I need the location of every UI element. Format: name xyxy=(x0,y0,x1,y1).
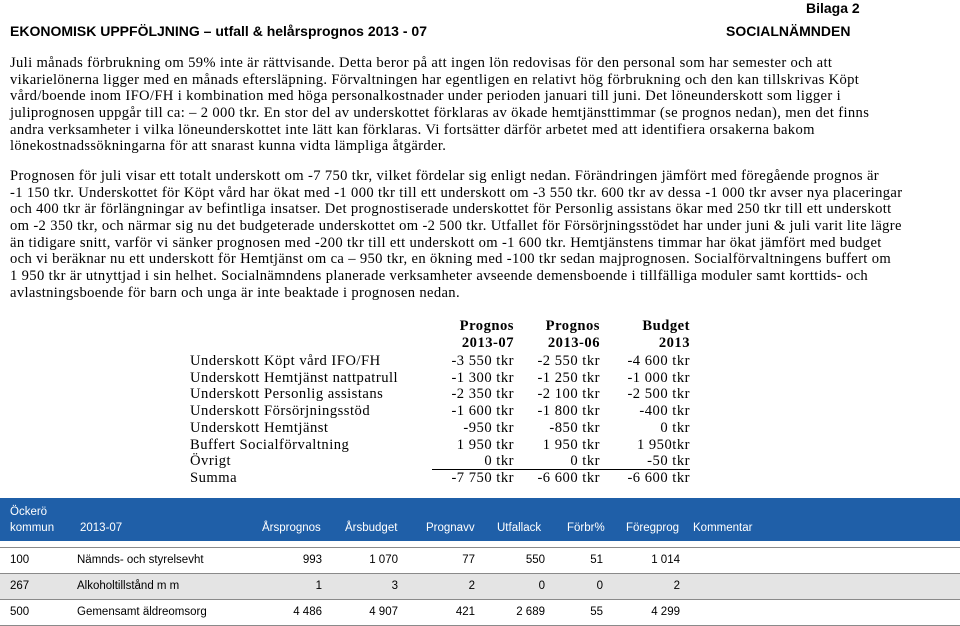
cell-forbr: 51 xyxy=(590,554,603,566)
cell-code: 500 xyxy=(10,606,30,618)
text-line: och 400 tkr är förlängningar av befintliga insatser. Det prognostiserade underskottet för Personlig assistans ökar med 250 tkr till ett underskott xyxy=(10,201,892,218)
cell-prognos-06: 0 tkr xyxy=(570,453,600,470)
cell-prognos-06: -1 250 tkr xyxy=(537,369,600,386)
cell-prognavv: 421 xyxy=(455,606,475,618)
header-prognavv: Prognavv xyxy=(426,522,475,534)
text-line: juliprognosen uppgår till ca: – 2 000 tkr. En stor del av underskottet förklaras av ökade hemtjänsttimmar (se prognos nedan), men det finns xyxy=(10,105,870,122)
cell-budget: -4 600 tkr xyxy=(627,353,690,369)
cell-code: 100 xyxy=(10,554,30,566)
header-kommun: Öckerö xyxy=(10,506,48,518)
cell-arsbudget: 1 070 xyxy=(369,554,398,566)
row-label: Underskott Hemtjänst xyxy=(190,419,329,436)
cell-budget: -1 000 tkr xyxy=(627,369,690,386)
header-utfallack: Utfallack xyxy=(497,522,542,534)
cell-forbr: 0 xyxy=(596,580,603,592)
text-line: lönekostnadssökningarna för att snarast kunna vidta lämpliga åtgärder. xyxy=(10,138,447,155)
cell-budget: -2 500 tkr xyxy=(627,386,690,403)
cell-arsprognos: 993 xyxy=(302,554,322,566)
report-title: EKONOMISK UPPFÖLJNING – utfall & helårsprognos 2013 - 07 xyxy=(10,23,427,39)
cell-prognos-07: -950 tkr xyxy=(463,419,514,436)
cell-prognos-07: 1 950 tkr xyxy=(456,436,514,453)
cell-name: Alkoholtillstånd m m xyxy=(77,580,180,592)
cell-budget: -400 tkr xyxy=(639,403,690,420)
paragraph-prognosis xyxy=(10,168,950,302)
text-line: och vi beräknar nu ett underskott för Hemtjänst om ca – 950 tkr, en ökning med -100 tkr sedan majprognosen. Socialförvaltningens buffert om xyxy=(10,251,892,268)
row-label: Buffert Socialförvaltning xyxy=(190,436,350,453)
header-foregprog: Föregprog xyxy=(626,522,680,534)
cell-prognos-07: -3 550 tkr xyxy=(451,353,514,369)
row-label: Summa xyxy=(190,470,238,486)
cell-arsprognos: 4 486 xyxy=(293,606,322,618)
row-label: Underskott Köpt vård IFO/FH xyxy=(190,353,381,369)
cell-foregprog: 2 xyxy=(673,580,680,592)
cell-utfallack: 0 xyxy=(538,580,545,592)
table-row xyxy=(0,547,960,573)
cell-arsbudget: 4 907 xyxy=(369,606,398,618)
cell-name: Nämnds- och styrelsevht xyxy=(77,554,204,566)
cell-arsbudget: 3 xyxy=(391,580,398,592)
cell-prognos-06: -2 100 tkr xyxy=(537,386,600,403)
text-line: om -2 350 tkr, och närmar sig nu det budgeterade underskottet om -2 500 tkr. Utfallet för Försörjningsstödet har under juni & juli varit lite lägre xyxy=(10,218,902,235)
organization-name: SOCIALNÄMNDEN xyxy=(726,23,851,39)
header-kommun: kommun xyxy=(10,522,55,534)
cell-prognavv: 77 xyxy=(462,554,475,566)
header-arsbudget: Årsbudget xyxy=(345,522,398,534)
row-label: Underskott Hemtjänst nattpatrull xyxy=(190,369,399,386)
text-line: Prognosen för juli visar ett totalt underskott om -7 750 tkr, vilket fördelar sig enligt nedan. Förändringen jämfört med föregående prognos är xyxy=(10,168,880,184)
cell-prognos-06: -2 550 tkr xyxy=(537,353,600,369)
cell-budget: -50 tkr xyxy=(647,453,690,470)
kommun-table-header xyxy=(0,498,960,541)
cell-prognos-07: -1 600 tkr xyxy=(451,403,514,420)
paragraph-salary xyxy=(10,55,950,155)
cell-code: 267 xyxy=(10,580,30,592)
row-label: Övrigt xyxy=(190,453,232,470)
text-line: andra verksamheter i vilka löneunderskottet inte lätt kan förklaras. Vi fortsätter därför arbetet med att identifiera orsakerna bakom xyxy=(10,121,815,138)
cell-prognos-06: -1 800 tkr xyxy=(537,403,600,420)
cell-forbr: 55 xyxy=(590,606,603,618)
header-period: 2013-07 xyxy=(80,522,123,534)
cell-prognos-06: -850 tkr xyxy=(549,419,600,436)
column-header: Budget 2013 xyxy=(642,318,690,351)
cell-budget: 1 950tkr xyxy=(636,436,690,453)
text-line: vikarielönerna ligger med en månads eftersläpning. Förvaltningen har egentligen en relativt hög förbrukning och den kan tillskrivas Köpt xyxy=(10,71,860,88)
cell-prognos-06: -6 600 tkr xyxy=(537,470,600,486)
cell-utfallack: 2 689 xyxy=(516,606,545,618)
cell-arsprognos: 1 xyxy=(315,580,322,592)
cell-prognos-07: -2 350 tkr xyxy=(451,386,514,403)
text-line: avlastningsboende för barn och unga är inte beaktade i prognosen nedan. xyxy=(10,284,460,301)
header-kommentar: Kommentar xyxy=(693,522,753,534)
cell-prognos-06: 1 950 tkr xyxy=(542,436,600,453)
row-label: Underskott Personlig assistans xyxy=(190,386,384,403)
text-line: vård/boende inom IFO/FH i kombination med höga personalkostnader under perioden januari till juni. Det löneunderskott som ligger i xyxy=(10,88,841,105)
cell-utfallack: 550 xyxy=(525,554,545,566)
table-row xyxy=(0,573,960,599)
table-row xyxy=(0,599,960,626)
cell-foregprog: 1 014 xyxy=(651,554,680,566)
cell-prognos-07: 0 tkr xyxy=(484,453,514,470)
cell-prognavv: 2 xyxy=(468,580,475,592)
row-label: Underskott Försörjningsstöd xyxy=(190,403,371,420)
text-line: -1 150 tkr. Underskottet för Köpt vård har ökat med -1 000 tkr till ett underskott om -3 550 tkr. 600 tkr av dessa -1 000 tkr avser nya placeringar xyxy=(10,184,903,201)
cell-prognos-07: -1 300 tkr xyxy=(451,369,514,386)
header-forbr: Förbr% xyxy=(567,522,605,534)
text-line: än tidigare snitt, varför vi sänker prognosen med -200 tkr till ett underskott om -1 600 tkr. Hemtjänstens timmar har ökat jämfört med budget xyxy=(10,234,882,251)
text-line: Juli månads förbrukning om 59% inte är rättvisande. Detta beror på att ingen lön redovisas för den personal som har semester och att xyxy=(10,55,833,71)
cell-prognos-07: -7 750 tkr xyxy=(451,470,514,486)
column-header: Prognos 2013-06 xyxy=(545,318,600,351)
cell-foregprog: 4 299 xyxy=(651,606,680,618)
text-line: 1 950 tkr är utnyttjad i sin helhet. Socialnämndens planerade verksamheter avseende demensboende i tillfälliga moduler samt korttids- och xyxy=(10,268,869,285)
cell-name: Gemensamt äldreomsorg xyxy=(77,606,207,618)
cell-budget: -6 600 tkr xyxy=(627,470,690,486)
column-header: Prognos 2013-07 xyxy=(459,318,514,351)
attachment-label: Bilaga 2 xyxy=(806,0,860,16)
cell-budget: 0 tkr xyxy=(660,419,690,436)
header-arsprognos: Årsprognos xyxy=(262,522,321,534)
